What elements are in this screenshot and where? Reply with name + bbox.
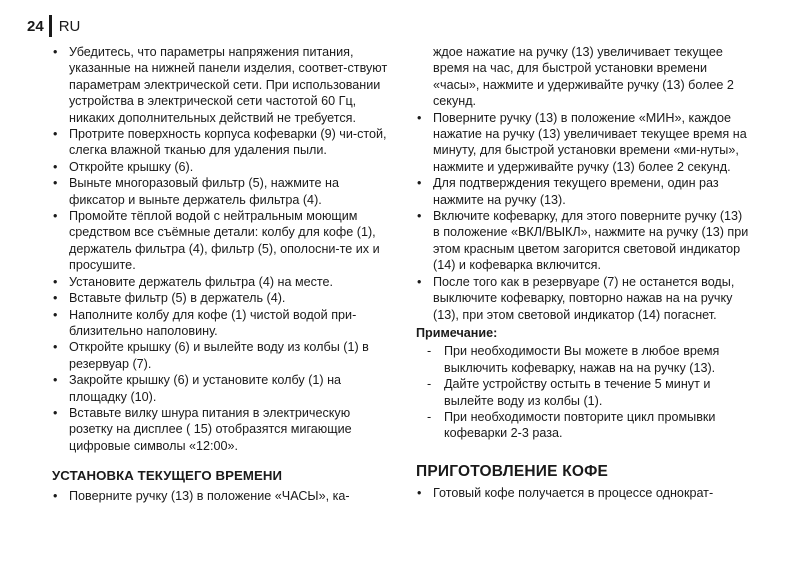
list-item: • Установите держатель фильтра (4) на месте.	[52, 274, 392, 290]
list-item: • После того как в резервуаре (7) не останется воды, выключите кофеварку, повторно нажав на на ручку (13), при этом световой индикатор (14) погаснет.	[416, 274, 752, 323]
list-item: • Поверните ручку (13) в положение «ЧАСЫ», ка-	[52, 488, 392, 504]
note-item: - При необходимости Вы можете в любое время выключить кофеварку, нажав на на ручку (13).	[416, 343, 752, 376]
list-item: • Поверните ручку (13) в положение «МИН», каждое нажатие на ручку (13) увеличивает текущее время на минуту, для быстрой установки времени «ми-нуты», нажмите и удерживайте ручку (13) более 2 секунд.	[416, 110, 752, 176]
list-item: • Промойте тёплой водой с нейтральным моющим средством все съёмные детали: колбу для кофе (1), держатель фильтра (4), фильтр (5), ополосни-те их и просушите.	[52, 208, 392, 274]
list-item: • Вставьте вилку шнура питания в электрическую розетку на дисплее ( 15) отобразятся мигающие цифровые символы «12:00».	[52, 405, 392, 454]
list-item: • Вставьте фильтр (5) в держатель (4).	[52, 290, 392, 306]
continued-paragraph: ждое нажатие на ручку (13) увеличивает текущее время на час, для быстрой установки времени «часы», нажмите и удерживайте ручку (13) более 2 секунд.	[433, 45, 734, 109]
list-item: • Откройте крышку (6).	[52, 159, 392, 175]
section-heading-coffee: ПРИГОТОВЛЕНИЕ КОФЕ	[416, 462, 609, 480]
list-item: • Наполните колбу для кофе (1) чистой водой при-близительно наполовину.	[52, 307, 392, 340]
preparation-list	[52, 44, 392, 454]
list-item: • Откройте крышку (6) и вылейте воду из колбы (1) в резервуар (7).	[52, 339, 392, 372]
list-item: • Протрите поверхность корпуса кофеварки (9) чи-стой, слегка влажной тканью для удаления пыли.	[52, 126, 392, 159]
language-code: RU	[58, 17, 81, 35]
right-column	[416, 44, 752, 502]
page-number: 24	[27, 17, 44, 35]
coffee-list	[416, 485, 752, 501]
list-item: • Убедитесь, что параметры напряжения питания, указанные на нижней панели изделия, соответ-ствуют параметрам электрической сети. При использовании устройства в электрической сети частотой 60 Гц, никаких дополнительных действий не требуется.	[52, 44, 392, 126]
list-item: • Готовый кофе получается в процессе однократ-	[416, 485, 752, 501]
list-item: • Выньте многоразовый фильтр (5), нажмите на фиксатор и выньте держатель фильтра (4).	[52, 175, 392, 208]
page-header	[27, 14, 80, 38]
note-list	[416, 343, 752, 441]
note-item: - При необходимости повторите цикл промывки кофеварки 2-3 раза.	[416, 409, 752, 442]
list-item: • Закройте крышку (6) и установите колбу (1) на площадку (10).	[52, 372, 392, 405]
list-item: • Включите кофеварку, для этого поверните ручку (13) в положение «ВКЛ/ВЫКЛ», нажмите на ручку (13) при этом красным цветом загорится световой индикатор (14) и кофеварка включится.	[416, 208, 752, 274]
time-setting-list	[52, 488, 392, 504]
list-item: • Для подтверждения текущего времени, один раз нажмите на ручку (13).	[416, 175, 752, 208]
header-divider	[49, 15, 52, 37]
note-heading: Примечание:	[416, 325, 498, 340]
time-setting-list-continued	[416, 110, 752, 323]
left-column	[52, 44, 392, 504]
note-item: - Дайте устройству остыть в течение 5 минут и вылейте воду из колбы (1).	[416, 376, 752, 409]
section-heading-time-setting: УСТАНОВКА ТЕКУЩЕГО ВРЕМЕНИ	[52, 468, 283, 484]
